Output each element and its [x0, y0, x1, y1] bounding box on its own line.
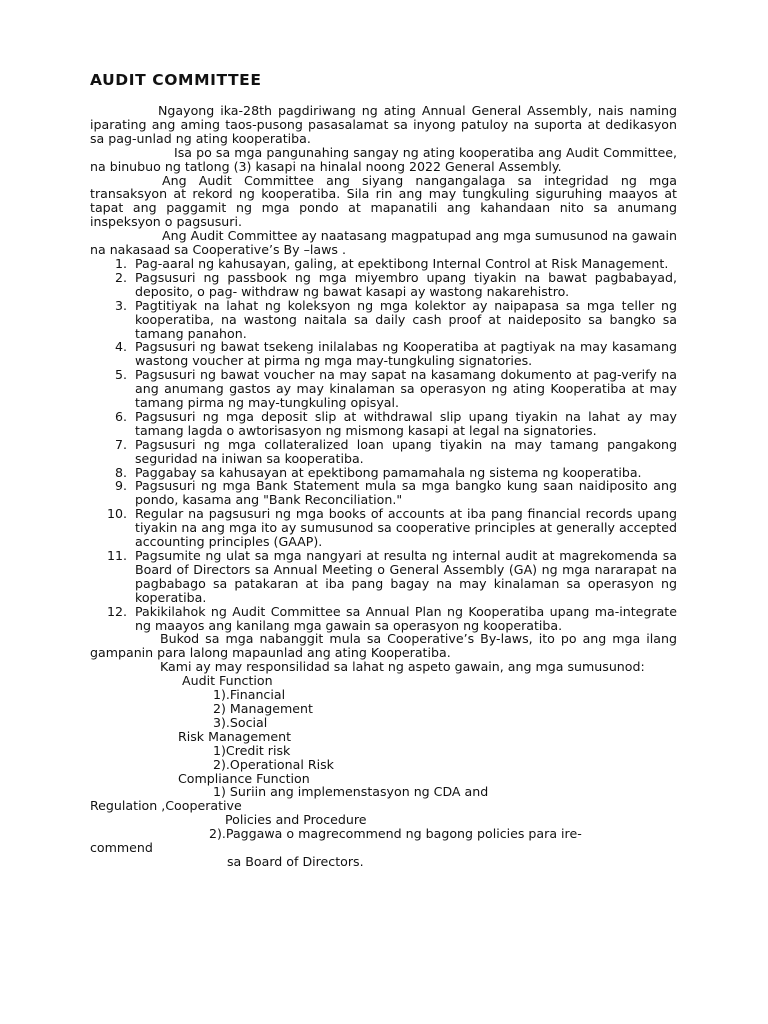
list-item: [90, 299, 677, 341]
intro-paragraph: Ngayong ika-28th pagdiriwang ng ating Annual General Assembly, nais naming iparating ang aming taos-pusong pasasalamat sa inyong patuloy na suporta at dedikasyon sa pag-unlad ng ating kooperatiba.: [90, 103, 677, 146]
outline-heading-audit-function: Audit Function: [182, 673, 273, 689]
outline-item-continued: sa Board of Directors.: [227, 853, 364, 869]
list-item-text: Pagsusuri ng mga deposit slip at withdrawal slip upang tiyakin na lahat ay may tamang lagda o awtorisasyon ng mismong kasapi at legal na signatories.: [135, 408, 677, 438]
list-item-number: 1.: [114, 255, 127, 271]
responsibilities-outline: [90, 674, 677, 869]
outline-item-continued: Policies and Procedure: [225, 812, 367, 828]
list-item-number: 11.: [106, 548, 127, 563]
list-item-text: Pagtitiyak na lahat ng koleksyon ng mga kolektor ay naipapasa sa mga teller ng kooperatiba, na wastong naitala sa daily cash proof at naideposito sa bangko sa tamang panahon.: [135, 297, 677, 341]
list-item: [90, 340, 677, 368]
document-body: [90, 104, 677, 869]
list-item-number: 6.: [114, 408, 127, 424]
list-item-text: Pagsumite ng ulat sa mga nangyari at resulta ng internal audit at magrekomenda sa Board of Directors sa Annual Meeting o General Assembly (GA) ng mga nararapat na pagbabago sa patakaran at iba pang bagay na may kinalaman sa operasyon ng koperatiba.: [135, 548, 677, 605]
outline-item: 3).Social: [213, 714, 268, 730]
outline-item: 2) Management: [213, 700, 313, 716]
list-item: [90, 605, 677, 633]
list-item-number: 12.: [106, 603, 127, 619]
list-item: [90, 438, 677, 466]
outline-item: 1)Credit risk: [213, 742, 291, 758]
list-item: [90, 410, 677, 438]
outline-item: 2).Operational Risk: [213, 756, 334, 772]
list-item: [90, 507, 677, 549]
list-item-text: Regular na pagsusuri ng mga books of accounts at iba pang financial records upang tiyakin na ang mga ito ay sumusunod sa cooperative principles at generally accepted accounting principles (GAAP).: [135, 506, 677, 550]
list-item-text: Pagsusuri ng mga collateralized loan upang tiyakin na may tamang pangakong seguridad na iniwan sa kooperatiba.: [135, 436, 677, 466]
list-item: [90, 466, 677, 480]
outline-heading-risk-management: Risk Management: [178, 728, 292, 744]
list-item: [90, 549, 677, 605]
document-title: AUDIT COMMITTEE: [90, 71, 262, 89]
list-item-number: 3.: [114, 297, 127, 313]
outline-item-continued: Regulation ,Cooperative: [90, 798, 242, 814]
outline-item: 1).Financial: [213, 687, 286, 703]
list-item-text: Pagsusuri ng passbook ng mga miyembro upang tiyakin na bawat pagbabayad, deposito, o pag- withdraw ng bawat kasapi ay wastong nakarehistro.: [135, 269, 677, 299]
intro-paragraph: Isa po sa mga pangunahing sangay ng ating kooperatiba ang Audit Committee, na binubuo ng tatlong (3) kasapi na hinalal noong 2022 General Assembly.: [90, 144, 677, 174]
list-item-text: Pagsusuri ng bawat tsekeng inilalabas ng Kooperatiba at pagtiyak na may kasamang wastong voucher at pirma ng mga may-tungkuling signatories.: [135, 339, 677, 369]
closing-paragraph: Bukod sa mga nabanggit mula sa Cooperative’s By-laws, ito po ang mga ilang gampanin para lalong mapaunlad ang ating Kooperatiba.: [90, 631, 677, 661]
list-item-text: Pagsusuri ng mga Bank Statement mula sa mga bangko kung saan naidiposito ang pondo, kasama ang "Bank Reconciliation.": [135, 478, 677, 508]
list-item: [90, 368, 677, 410]
list-item-number: 10.: [106, 506, 127, 522]
outline-item: 2).Paggawa o magrecommend ng bagong policies para ire-: [209, 826, 582, 842]
outline-item-continued: commend: [90, 840, 153, 856]
list-item-text: Pag-aaral ng kahusayan, galing, at epektibong Internal Control at Risk Management.: [135, 255, 669, 271]
list-item: [90, 257, 677, 271]
list-item-number: 2.: [114, 269, 127, 285]
list-item-number: 4.: [114, 339, 127, 355]
list-item: [90, 271, 677, 299]
list-item-number: 9.: [114, 478, 127, 494]
duties-list: [90, 257, 677, 632]
outline-item: 1) Suriin ang implemenstasyon ng CDA and: [213, 784, 489, 800]
list-item-number: 5.: [114, 367, 127, 383]
outline-heading-compliance-function: Compliance Function: [178, 770, 310, 786]
intro-paragraph: Ang Audit Committee ang siyang nangangalaga sa integridad ng mga transaksyon at rekord ng kooperatiba. Sila rin ang may tungkuling siguruhing maayos at tapat ang paggamit ng mga pondo at mapanatili ang kahandaan nito sa anumang inspeksyon o pagsusuri.: [90, 172, 677, 230]
list-item: [90, 479, 677, 507]
closing-paragraph: Kami ay may responsilidad sa lahat ng aspeto gawain, ang mga sumusunod:: [160, 659, 645, 675]
list-item-number: 8.: [114, 464, 127, 480]
list-item-number: 7.: [114, 436, 127, 452]
list-item-text: Paggabay sa kahusayan at epektibong pamamahala ng sistema ng kooperatiba.: [135, 464, 642, 480]
list-item-text: Pagsusuri ng bawat voucher na may sapat na kasamang dokumento at pag-verify na ang anumang gastos ay may kinalaman sa operasyon ng ating Kooperatiba at may tamang pirma ng may-tungkuling opisyal.: [135, 367, 677, 411]
list-item-text: Pakikilahok ng Audit Committee sa Annual Plan ng Kooperatiba upang ma-integrate ng maayos ang kanilang mga gawain sa operasyon ng kooperatiba.: [135, 603, 677, 633]
intro-paragraph: Ang Audit Committee ay naatasang magpatupad ang mga sumusunod na gawain na nakasaad sa Cooperative’s By –laws .: [90, 228, 677, 258]
